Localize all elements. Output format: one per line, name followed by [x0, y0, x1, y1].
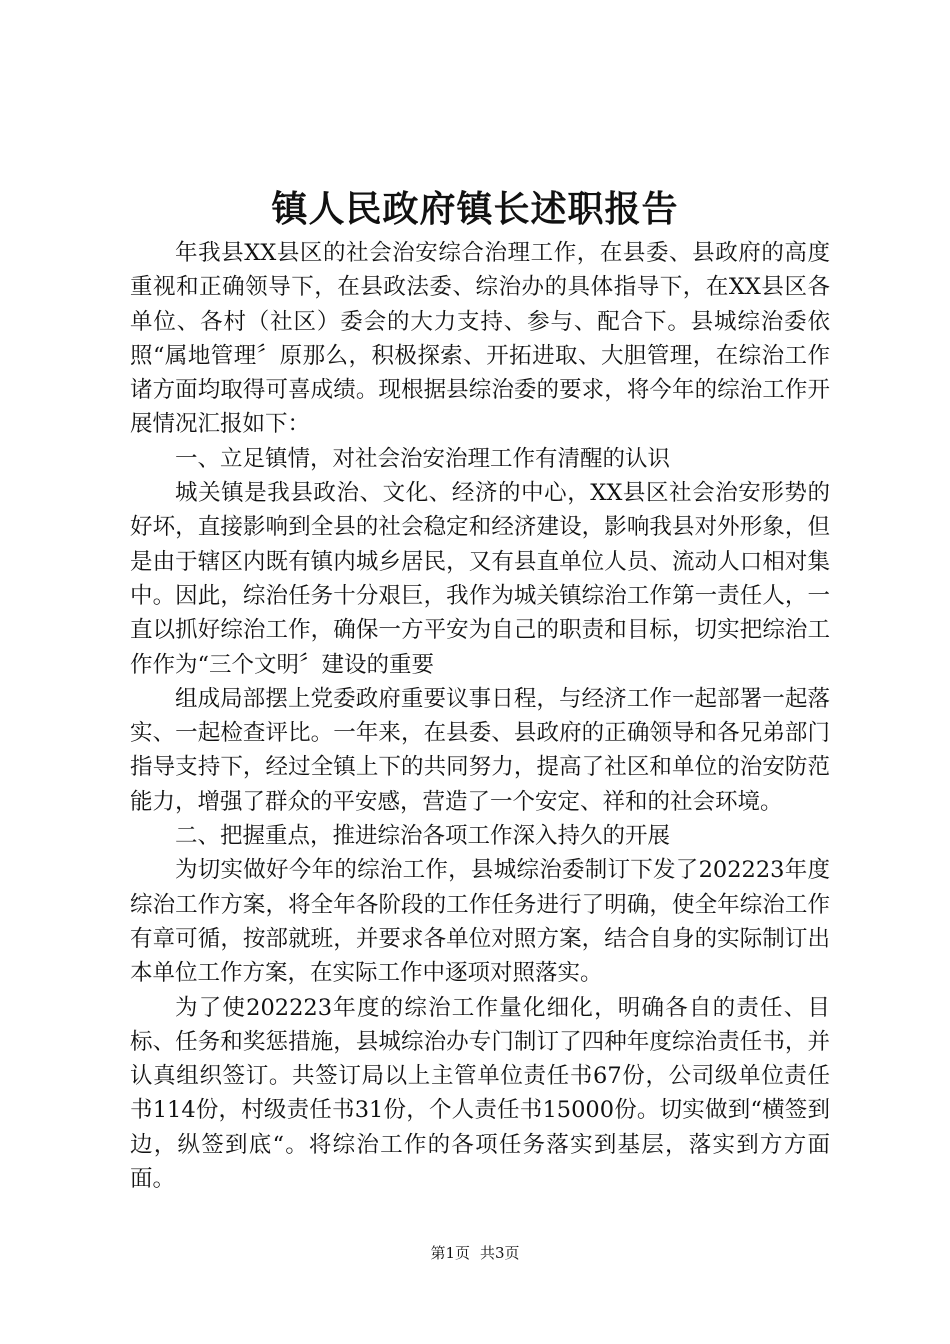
paragraph-agenda: 组成局部摆上党委政府重要议事日程，与经济工作一起部署一起落实、一起检查评比。一年来，在县委、县政府的正确领导和各兄弟部门指导支持下，经过全镇上下的共同努力，提高了社区和单位的治安防范能力，增强了群众的平安感，营造了一个安定、祥和的社会环境。 — [130, 685, 830, 815]
section-heading-1: 一、立足镇情，对社会治安治理工作有清醒的认识 — [175, 445, 671, 472]
document-title: 镇人民政府镇长述职报告 — [271, 188, 679, 230]
document-body — [130, 236, 830, 1196]
section-heading-2: 二、把握重点，推进综治各项工作深入持久的开展 — [175, 823, 671, 850]
paragraph-intro: 年我县XX县区的社会治安综合治理工作，在县委、县政府的高度重视和正确领导下，在县政法委、综治办的具体指导下，在XX县区各单位、各村（社区）委会的大力支持、参与、配合下。县城综治委依照“属地管理〞原那么，积极探索、开拓进取、大胆管理，在综治工作诸方面均取得可喜成绩。现根据县综治委的要求，将今年的综治工作开展情况汇报如下： — [130, 240, 830, 438]
paragraph-chengguan: 城关镇是我县政治、文化、经济的中心，XX县区社会治安形势的好坏，直接影响到全县的社会稳定和经济建设，影响我县对外形象，但是由于辖区内既有镇内城乡居民，又有县直单位人员、流动人口相对集中。因此，综治任务十分艰巨，我作为城关镇综治工作第一责任人，一直以抓好综治工作，确保一方平安为自己的职责和目标，切实把综治工作作为“三个文明〞建设的重要 — [130, 480, 830, 678]
page-total: 共3页 — [480, 1244, 520, 1262]
page-number: 第1页 — [430, 1244, 470, 1262]
page-footer — [0, 1243, 950, 1263]
paragraph-plan: 为切实做好今年的综治工作，县城综治委制订下发了202223年度综治工作方案，将全年各阶段的工作任务进行了明确，使全年综治工作有章可循，按部就班，并要求各单位对照方案，结合自身的实际制订出本单位工作方案，在实际工作中逐项对照落实。 — [130, 857, 830, 987]
paragraph-responsibility: 为了使202223年度的综治工作量化细化，明确各自的责任、目标、任务和奖惩措施，县城综治办专门制订了四种年度综治责任书，并认真组织签订。共签订局以上主管单位责任书67份，公司级单位责任书114份，村级责任书31份，个人责任书15000份。切实做到“横签到边，纵签到底“。将综治工作的各项任务落实到基层，落实到方方面面。 — [130, 994, 830, 1193]
